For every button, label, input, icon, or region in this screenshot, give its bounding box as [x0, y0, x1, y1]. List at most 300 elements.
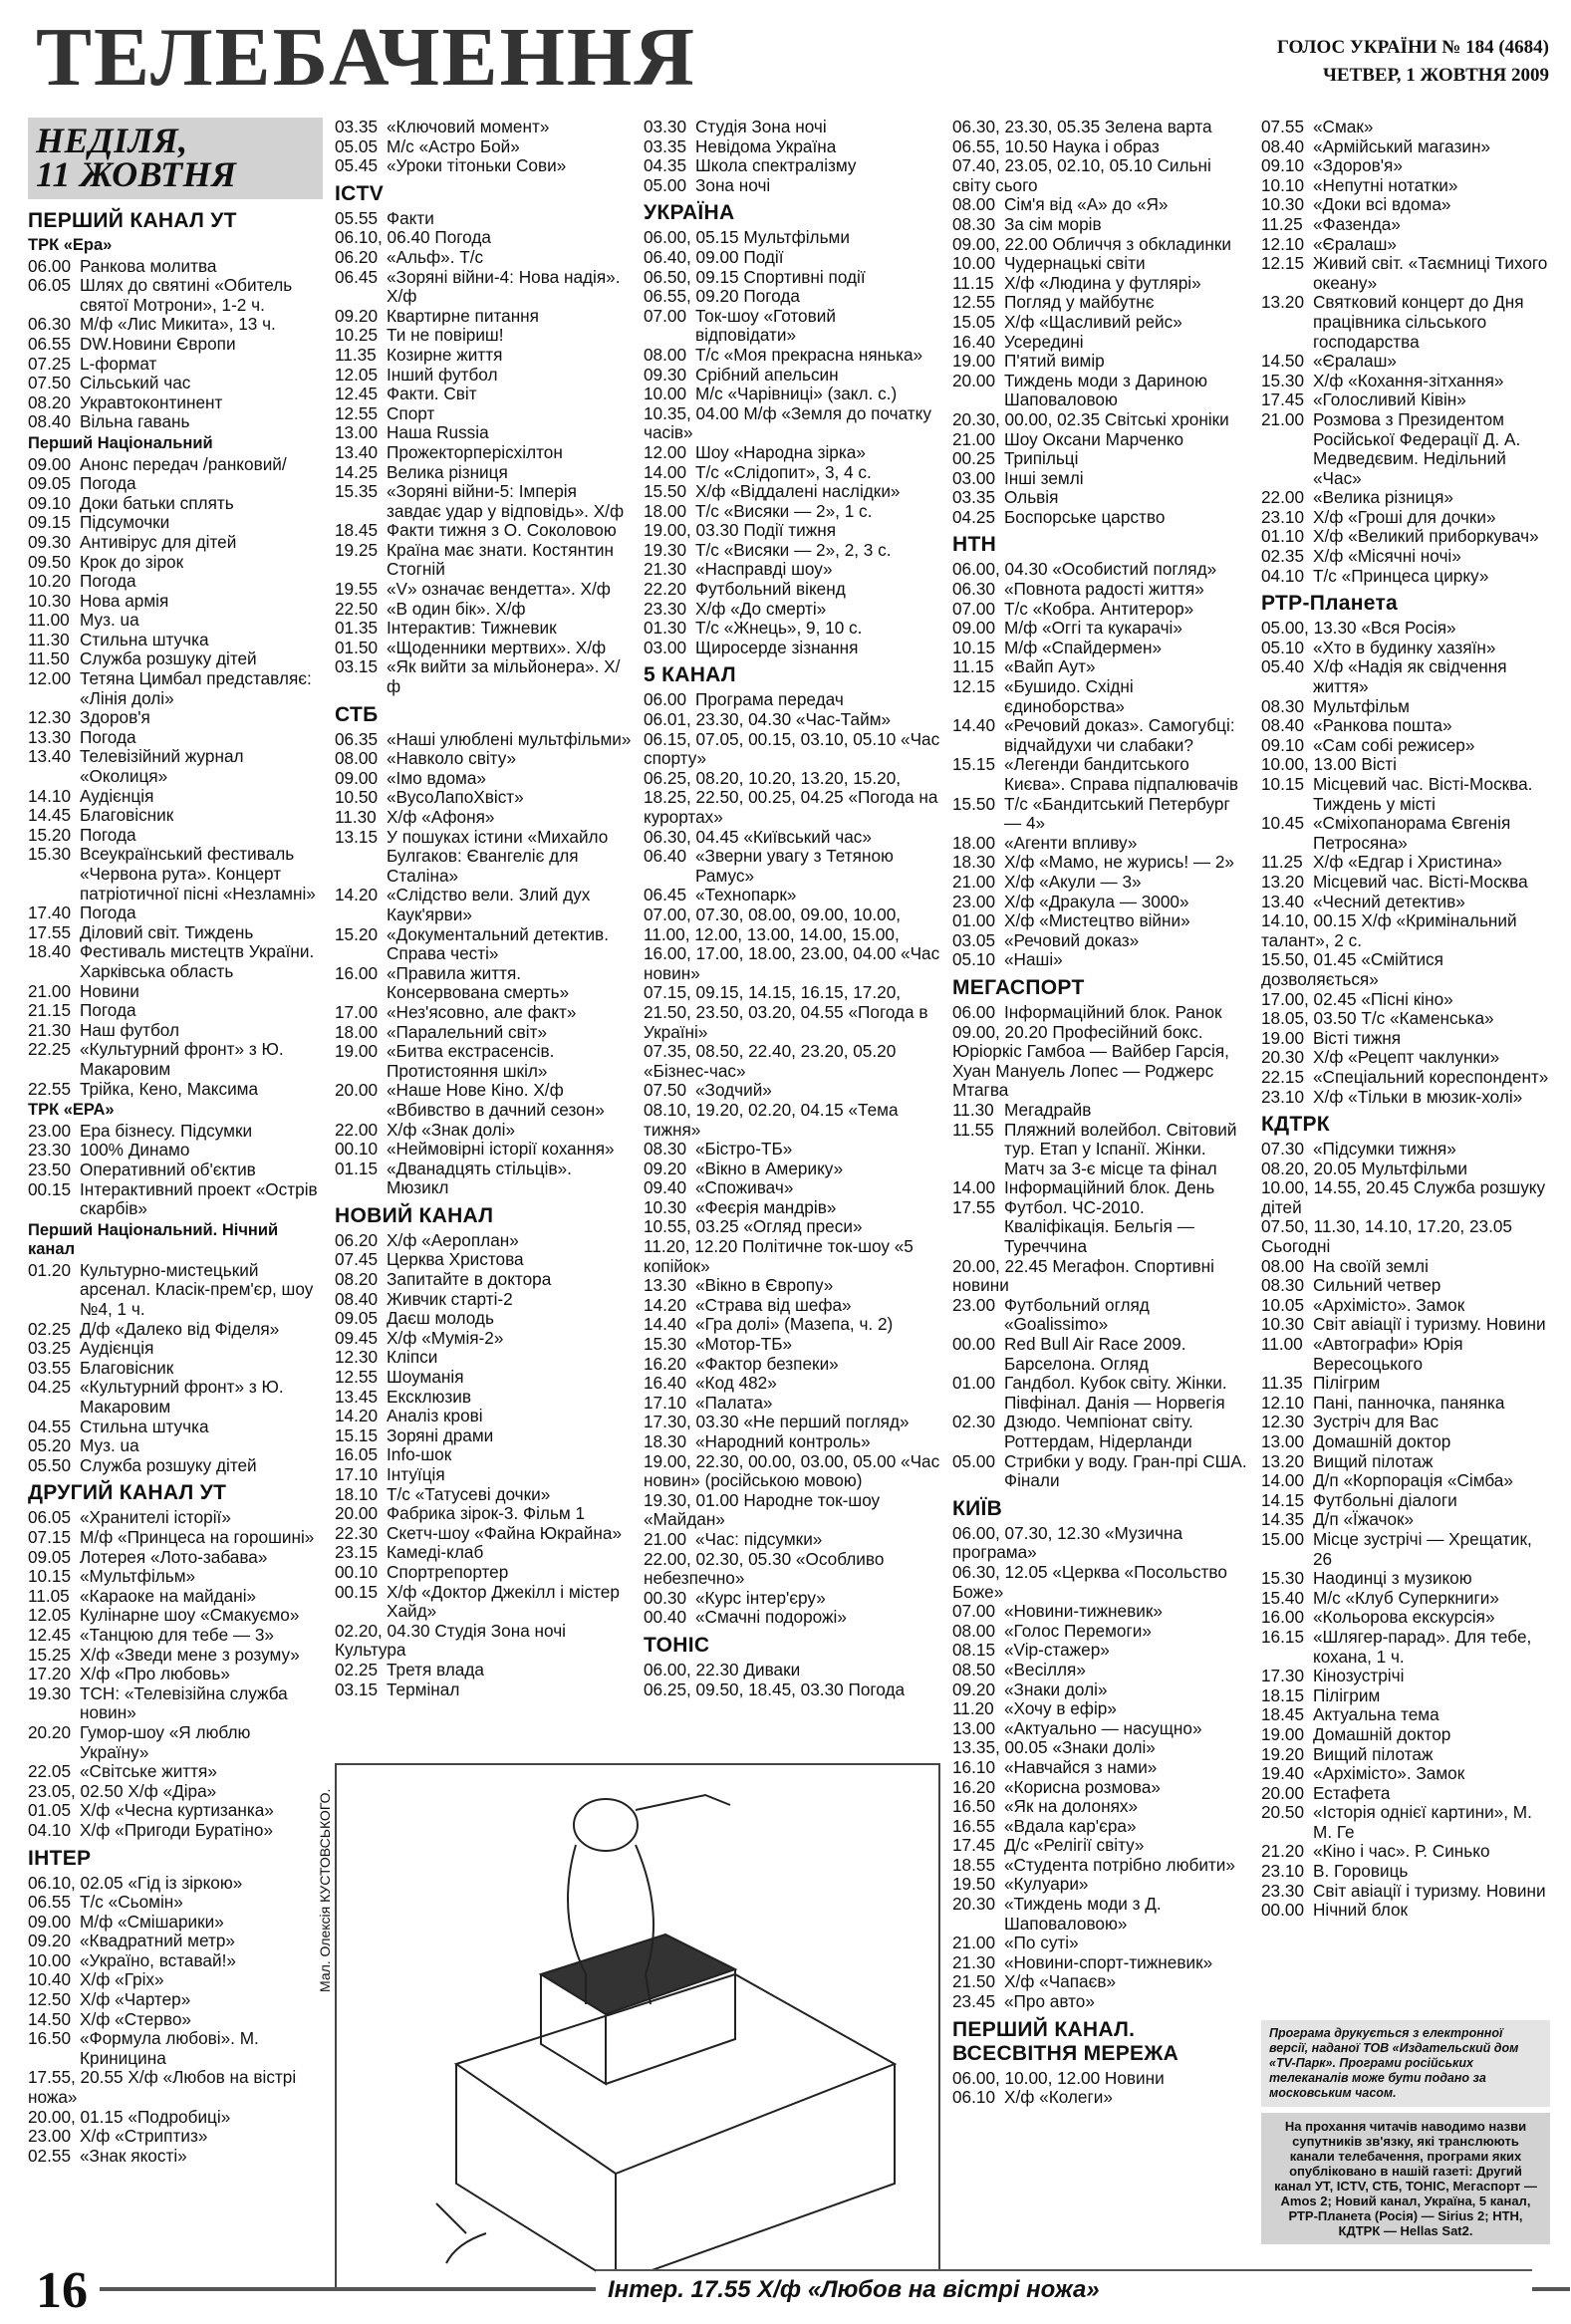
program-time: 19.00 [1261, 1723, 1305, 1744]
program-item [335, 156, 634, 176]
program-time: 14.15 [1261, 1489, 1305, 1510]
program-time: 14.00 [644, 461, 687, 482]
program-title: Х/ф «Мистецтво війни» [1004, 910, 1190, 931]
program-item [644, 228, 940, 248]
program-title: «Новини-тижневик» [1004, 1601, 1163, 1622]
program-time: 10.00 [644, 384, 687, 404]
program-time: 11.35 [1261, 1373, 1303, 1394]
program-item [1261, 775, 1550, 814]
program-time: 11.30 [952, 1099, 994, 1120]
program-title: «Шлягер-парад». Для тебе, кохана, 1 ч. [1313, 1626, 1532, 1667]
program-item [335, 1426, 634, 1446]
program-item [1261, 1029, 1550, 1049]
program-time: 18.00 [952, 832, 996, 853]
program-time: 09.10 [1261, 734, 1305, 755]
program-time: 21.00 [644, 1528, 687, 1549]
program-title: «Битва екстрасенсів. Протистояння шкіл» [387, 1041, 555, 1081]
program-title: Антивірус для дітей [80, 531, 237, 552]
footer-promo: Інтер. 17.55 Х/ф «Любов на вістрі ножа» [608, 2276, 1100, 2303]
program-title: Гандбол. Кубок світу. Жінки. Півфінал. Данія — Норвегія [1004, 1373, 1227, 1413]
program-title: Х/ф «Надія як свідчення життя» [1313, 656, 1507, 697]
program-title: «Культурний фронт» з Ю. Макаровим [80, 1039, 284, 1079]
program-item [335, 600, 634, 620]
program-item [335, 749, 634, 769]
program-time: 19.00 [1261, 1027, 1305, 1048]
program-time: 09.20 [335, 305, 379, 326]
program-time: 23.30 [644, 598, 687, 619]
program-item [1261, 1394, 1550, 1414]
program-item [28, 1762, 323, 1782]
page-number: 16 [36, 2262, 88, 2319]
program-title: Х/ф «Пригоди Буратіно» [80, 1819, 274, 1840]
program-item [952, 2069, 1249, 2089]
program-item [335, 346, 634, 366]
program-item [952, 1335, 1249, 1374]
program-time: 04.25 [952, 506, 996, 527]
program-title: М/ф «Лис Микита», 13 ч. [80, 314, 276, 335]
program-item [28, 2010, 323, 2030]
satellite-note: На прохання читачів наводимо назви супутників зв'язку, які транслюють канали телебачення, програми яких опубліковано в нашій газеті: Другий канал УТ, ICTV, СТБ, ТОНІС, Мегаспорт — Amos 2; Новий канал, Україна, 5 канал, РТР-Планета (Росія) — Sirius 2; НТН, КДТРК — Hellas Sat2. [1261, 2113, 1550, 2244]
program-title: Світ авіації і туризму. Новини [1313, 1880, 1546, 1901]
program-time: 12.10 [1261, 233, 1305, 254]
program-time: 18.40 [28, 941, 72, 962]
program-title: «Автографи» Юрія Вересоцького [1313, 1334, 1463, 1374]
program-item [1261, 697, 1550, 717]
program-item [1261, 1257, 1550, 1277]
program-item [1261, 352, 1550, 372]
program-item [1261, 1725, 1550, 1745]
program-title: Щиросерде зізнання [695, 637, 859, 657]
program-title: Т/с «Висяки — 2», 2, 3 с. [695, 539, 892, 560]
program-title: «Вікно в Америку» [695, 1158, 844, 1178]
listing-column-4 [952, 118, 1249, 2108]
program-item [952, 254, 1249, 274]
program-time: 17.30 [1261, 1666, 1305, 1686]
program-time: 10.10 [1261, 174, 1305, 195]
program-title: «ВусоЛапоХвіст» [387, 787, 524, 808]
program-title: Х/ф «Зведи мене з розуму» [80, 1644, 300, 1665]
program-title: Трипільці [1004, 448, 1079, 469]
program-item [1261, 567, 1550, 587]
program-time: 14.20 [644, 1294, 687, 1315]
program-time: 06.50, 09.15 [644, 266, 744, 287]
program-item [28, 513, 323, 533]
program-item [952, 834, 1249, 854]
program-time: 04.25 [28, 1377, 72, 1398]
program-item [952, 488, 1249, 508]
program-time: 09.20 [28, 1931, 72, 1951]
program-title: Наша Russia [387, 422, 489, 443]
program-title: «Навчайся з нами» [1004, 1756, 1158, 1777]
program-time: 12.50 [28, 1989, 72, 2010]
program-title: «Мультфільм» [80, 1566, 196, 1587]
program-item [28, 1122, 323, 1142]
program-time: 09.30 [644, 364, 687, 385]
program-item [28, 494, 323, 514]
program-item [952, 137, 1249, 157]
program-item [335, 1465, 634, 1485]
program-title: «Код 482» [695, 1373, 777, 1394]
program-title: «Смачні подорожі» [695, 1607, 847, 1628]
program-time: 06.00, 04.30 [952, 559, 1053, 580]
program-time: 06.55 [28, 333, 72, 354]
program-title: Пілігрим [1313, 1684, 1381, 1705]
program-item [644, 1550, 940, 1589]
program-item [335, 1543, 634, 1563]
program-item [28, 1587, 323, 1607]
listing-column-1 [28, 209, 323, 2166]
channel-heading: КИЇВ [952, 1496, 1003, 1520]
program-time: 06.20 [335, 246, 379, 267]
program-item [1261, 1569, 1550, 1589]
program-time: 02.30 [952, 1412, 996, 1432]
program-title: Т/с «Бандитський Петербург — 4» [1004, 793, 1230, 834]
program-title: Невідома Україна [695, 135, 837, 156]
program-item [28, 826, 323, 846]
program-time: 19.55 [335, 579, 379, 600]
program-title: «Музична програма» [952, 1522, 1183, 1563]
program-time: 06.00, 10.00, 12.00 [952, 2067, 1105, 2088]
program-time: 20.30 [952, 1894, 996, 1915]
program-time: 08.00 [952, 1620, 996, 1641]
program-item [1261, 488, 1550, 508]
program-item [952, 118, 1249, 137]
program-time: 15.35 [335, 481, 379, 502]
program-title: Х/ф «Діра» [128, 1780, 217, 1801]
program-item [644, 1680, 940, 1700]
program-item [335, 619, 634, 639]
program-item [952, 1797, 1249, 1817]
channel-heading: НОВИЙ КАНАЛ [335, 1203, 494, 1227]
program-time: 16.40 [644, 1373, 687, 1394]
program-time: 06.55 [28, 1892, 72, 1913]
program-item [952, 1198, 1249, 1257]
program-title: Футбольні діалоги [1313, 1489, 1457, 1510]
program-title: Погода [80, 473, 136, 494]
program-item [644, 287, 940, 307]
program-title: Х/ф «Акули — 3» [1004, 871, 1142, 892]
program-time: 06.25, 08.20, 10.20, 13.20, 15.20, 18.25, 22.50, 00.25, 04.25 [644, 767, 902, 808]
program-item [644, 1296, 940, 1316]
program-time: 17.10 [335, 1464, 379, 1484]
channel-heading: МЕГАСПОРТ [952, 975, 1085, 999]
program-title: Х/ф «Мумія-2» [387, 1327, 504, 1348]
program-time: 10.25 [335, 325, 379, 346]
program-title: Х/ф «Доктор Джекілл і містер Хайд» [387, 1581, 620, 1622]
program-title: Х/ф «Чесна куртизанка» [80, 1800, 274, 1821]
program-item [952, 2088, 1249, 2108]
program-item [28, 1320, 323, 1340]
program-time: 17.45 [952, 1835, 996, 1856]
program-title: Служба розшуку дітей [80, 648, 257, 669]
program-title: Актуальна тема [1313, 1704, 1440, 1725]
program-time: 18.00 [644, 500, 687, 521]
program-title: «Підсумки тижня» [1313, 1139, 1456, 1160]
program-item [644, 1394, 940, 1414]
program-title: «Наші улюблені мультфільми» [387, 728, 632, 749]
program-item [952, 795, 1249, 834]
program-item [28, 1893, 323, 1913]
program-time: 16.00 [1261, 1607, 1305, 1628]
program-time: 01.20 [28, 1259, 72, 1280]
program-time: 02.25 [28, 1318, 72, 1339]
program-time: 15.15 [952, 754, 996, 775]
program-title: Х/ф «Людина у футлярі» [1004, 272, 1201, 293]
program-title: «Зодчий» [695, 1080, 772, 1101]
program-time: 23.45 [952, 1991, 996, 2012]
program-item [644, 1452, 940, 1491]
program-title: «Альф». Т/с [387, 246, 484, 267]
program-title: «Гід із зіркою» [128, 1872, 243, 1893]
program-time: 07.30 [1261, 1139, 1305, 1160]
program-item [644, 1661, 940, 1680]
program-time: 03.15 [335, 656, 379, 677]
program-title: Трійка, Кено, Максима [80, 1078, 259, 1099]
program-title: Т/с «Висяки — 2», 1 с. [695, 500, 873, 521]
program-title: Мегадрайв [1004, 1099, 1092, 1120]
program-item [952, 508, 1249, 528]
program-title: Новини [1104, 2067, 1165, 2088]
program-item [1261, 215, 1550, 235]
program-time: 06.00, 22.30 [644, 1659, 744, 1679]
program-item [1261, 1452, 1550, 1472]
program-time: 23.10 [1261, 506, 1305, 527]
program-title: Естафета [1313, 1782, 1391, 1803]
program-time: 17.45 [1261, 389, 1305, 410]
program-item [644, 346, 940, 366]
program-time: 20.00, 01.15 [28, 2106, 129, 2127]
program-time: 16.20 [952, 1776, 996, 1797]
program-title: Тетяна Цимбал представляє: «Лінія долі» [80, 668, 312, 708]
program-item [644, 1355, 940, 1375]
program-time: 07.50 [28, 373, 72, 393]
program-title: «Наші» [1004, 949, 1063, 970]
program-time: 19.50 [952, 1874, 996, 1895]
program-time: 08.30 [1261, 695, 1305, 716]
program-item [952, 1856, 1249, 1876]
program-time: 07.35, 08.50, 22.40, 23.20, 05.20 [644, 1041, 897, 1062]
program-time: 02.20, 04.30 [335, 1620, 435, 1641]
program-time: 12.05 [335, 364, 379, 385]
program-item [28, 393, 323, 413]
program-time: 01.00 [952, 1373, 996, 1394]
program-title: Школа спектралізму [695, 155, 857, 176]
program-title: «В один бік». Х/ф [387, 598, 526, 619]
program-item [952, 195, 1249, 215]
program-time: 16.15 [1261, 1626, 1305, 1647]
program-title: «Погода в Україні» [644, 1001, 928, 1042]
program-time: 20.00 [335, 1080, 379, 1101]
program-item [952, 1257, 1249, 1296]
program-time: 06.30, 12.05 [952, 1561, 1053, 1582]
program-time: 09.30 [28, 531, 72, 552]
program-item [952, 1602, 1249, 1622]
program-title: Х/ф «Мамо, не журись! — 2» [1004, 852, 1234, 873]
program-title: Зелена варта [1104, 118, 1212, 136]
program-time: 00.15 [28, 1178, 72, 1199]
program-time: 19.40 [1261, 1763, 1305, 1784]
program-item [28, 1782, 323, 1802]
program-item [1261, 639, 1550, 658]
program-time: 22.50 [335, 598, 379, 619]
program-item [28, 649, 323, 669]
program-item [28, 257, 323, 277]
program-item [952, 1661, 1249, 1680]
program-item [644, 385, 940, 404]
program-title: П'ятий вимір [1004, 351, 1105, 372]
program-title: Народне ток-шоу «Майдан» [644, 1489, 881, 1530]
program-time: 06.30, 23.30, 05.35 [952, 118, 1105, 136]
program-time: 12.00 [28, 668, 72, 689]
program-title: Запитайте в доктора [387, 1269, 552, 1290]
program-time: 18.55 [952, 1854, 996, 1875]
program-time: 06.00 [28, 255, 72, 276]
program-item [28, 1684, 323, 1723]
program-title: Сільський час [80, 373, 191, 393]
program-title: Зоряні драми [387, 1424, 494, 1445]
program-time: 13.40 [335, 441, 379, 462]
program-title: Ера бізнесу. Підсумки [80, 1120, 253, 1141]
program-title: «Навколо світу» [387, 748, 517, 769]
program-title: Д/п «Їжачок» [1313, 1509, 1415, 1530]
program-item [644, 1413, 940, 1432]
program-item [28, 1665, 323, 1684]
program-time: 04.35 [644, 155, 687, 176]
program-item [335, 1485, 634, 1505]
channel-heading: ІНТЕР [28, 1846, 92, 1870]
program-time: 10.15 [952, 637, 996, 657]
program-time: 00.15 [335, 1581, 379, 1602]
program-time: 12.30 [28, 707, 72, 728]
program-title: Футбол. ЧС-2010. Кваліфікація. Бельгія — Туреччина [1004, 1196, 1194, 1257]
program-time: 01.35 [335, 618, 379, 639]
program-time: 06.00 [952, 1001, 996, 1022]
program-item [28, 1040, 323, 1079]
program-time: 01.10 [1261, 526, 1305, 547]
program-item [644, 1315, 940, 1335]
program-time: 13.20 [1261, 1450, 1305, 1471]
channel-heading: ПЕРШИЙ КАНАЛ. ВСЕСВІТНЯ МЕРЕЖА [952, 2017, 1179, 2065]
program-item [644, 710, 940, 730]
program-time: 18.45 [335, 520, 379, 541]
program-title: Шлях до святині «Обитель святої Мотрони», 1-2 ч. [80, 275, 293, 315]
program-time: 12.55 [335, 402, 379, 423]
program-item [644, 1530, 940, 1550]
program-item [335, 307, 634, 327]
program-item [28, 1080, 323, 1100]
program-item [28, 611, 323, 631]
program-item [28, 806, 323, 826]
program-item [335, 1407, 634, 1426]
program-title: «Сміхопанорама Євгенія Петросяна» [1313, 813, 1511, 853]
program-title: Дзюдо. Чемпіонат світу. Роттердам, Нідерланди [1004, 1412, 1193, 1451]
program-title: «Знаки долі» [1052, 1737, 1156, 1758]
program-item [28, 1821, 323, 1841]
program-title: Х/ф «Колеги» [1004, 2087, 1113, 2108]
program-title: Д/с «Релігії світу» [1004, 1835, 1145, 1856]
program-time: 06.40 [644, 846, 687, 867]
program-time: 11.30 [28, 629, 70, 649]
program-time: 10.15 [28, 1566, 72, 1587]
source-note: Програма друкується з електронної версії, наданої ТОВ «Издательский дом «TV-Парк». Програми російських телеканалів може бути подано за московським часом. [1261, 2020, 1550, 2107]
program-item [335, 1583, 634, 1622]
program-title: Мультфільм [1313, 695, 1410, 716]
program-item [644, 730, 940, 769]
cartoon-drawing [337, 1765, 938, 2289]
program-item [335, 268, 634, 307]
program-item [952, 1817, 1249, 1837]
program-title: Х/ф «Дракула — 3000» [1004, 891, 1189, 911]
program-item [28, 1646, 323, 1666]
program-title: Х/ф «Тільки в мюзик-холі» [1313, 1086, 1523, 1107]
program-title: Події тижня [743, 520, 837, 541]
listing-column-5 [1261, 118, 1550, 1921]
program-item [1261, 911, 1550, 950]
program-time: 23.10 [1261, 1086, 1305, 1107]
program-item [644, 1589, 940, 1609]
program-title: «Вайп Аут» [1004, 656, 1096, 677]
program-title: Діловий світ. Тиждень [80, 921, 254, 942]
program-title: Шоу «Народна зірка» [695, 441, 866, 462]
program-item [335, 423, 634, 443]
program-item [28, 533, 323, 553]
program-item [1261, 1784, 1550, 1804]
program-item [644, 541, 940, 561]
program-item [952, 1524, 1249, 1563]
program-item [1261, 1335, 1550, 1374]
program-item [1261, 1217, 1550, 1256]
program-item [952, 1758, 1249, 1778]
program-item [644, 404, 940, 443]
program-item [28, 1913, 323, 1933]
program-title: Служба розшуку дітей [80, 1454, 257, 1475]
program-time: 10.30 [1261, 194, 1305, 215]
channel-heading: РТР-Планета [1261, 592, 1399, 616]
program-title: Кінозустрічі [1313, 1666, 1405, 1686]
program-item [952, 600, 1249, 620]
program-item [335, 326, 634, 346]
program-title: «Дванадцять стільців». Мюзикл [387, 1158, 572, 1198]
program-item [28, 1508, 323, 1528]
program-item [335, 366, 634, 386]
program-title: «Церква «Посольство Боже» [952, 1561, 1227, 1602]
channel-heading: ДРУГИЙ КАНАЛ УТ [28, 1481, 227, 1505]
program-item [28, 1418, 323, 1437]
program-time: 06.25, 09.50, 18.45, 03.30 [644, 1678, 849, 1699]
program-time: 08.10, 19.20, 02.20, 04.15 [644, 1099, 849, 1120]
program-item [952, 1003, 1249, 1023]
program-title: У пошуках істини «Михайло Булгаков: Євангеліє для Сталіна» [387, 826, 609, 886]
program-title: На своїй землі [1313, 1255, 1429, 1276]
program-time: 20.20 [28, 1721, 72, 1742]
program-time: 17.40 [28, 903, 72, 923]
notice-box [1261, 2020, 1550, 2244]
program-time: 15.00 [1261, 1528, 1305, 1549]
program-title: Події [743, 246, 784, 267]
program-item [1261, 1803, 1550, 1842]
program-time: 08.50 [952, 1659, 996, 1679]
program-time: 06.30, 04.45 [644, 826, 744, 847]
program-time: 22.55 [28, 1078, 72, 1099]
program-title: «Курс інтер'єру» [695, 1587, 826, 1608]
program-item [335, 209, 634, 229]
program-item [1261, 1009, 1550, 1029]
program-time: 01.50 [335, 637, 379, 657]
program-item [335, 521, 634, 541]
program-item [644, 156, 940, 176]
program-time: 09.00 [28, 1911, 72, 1932]
program-title: Гумор-шоу «Я люблю Україну» [80, 1721, 251, 1762]
